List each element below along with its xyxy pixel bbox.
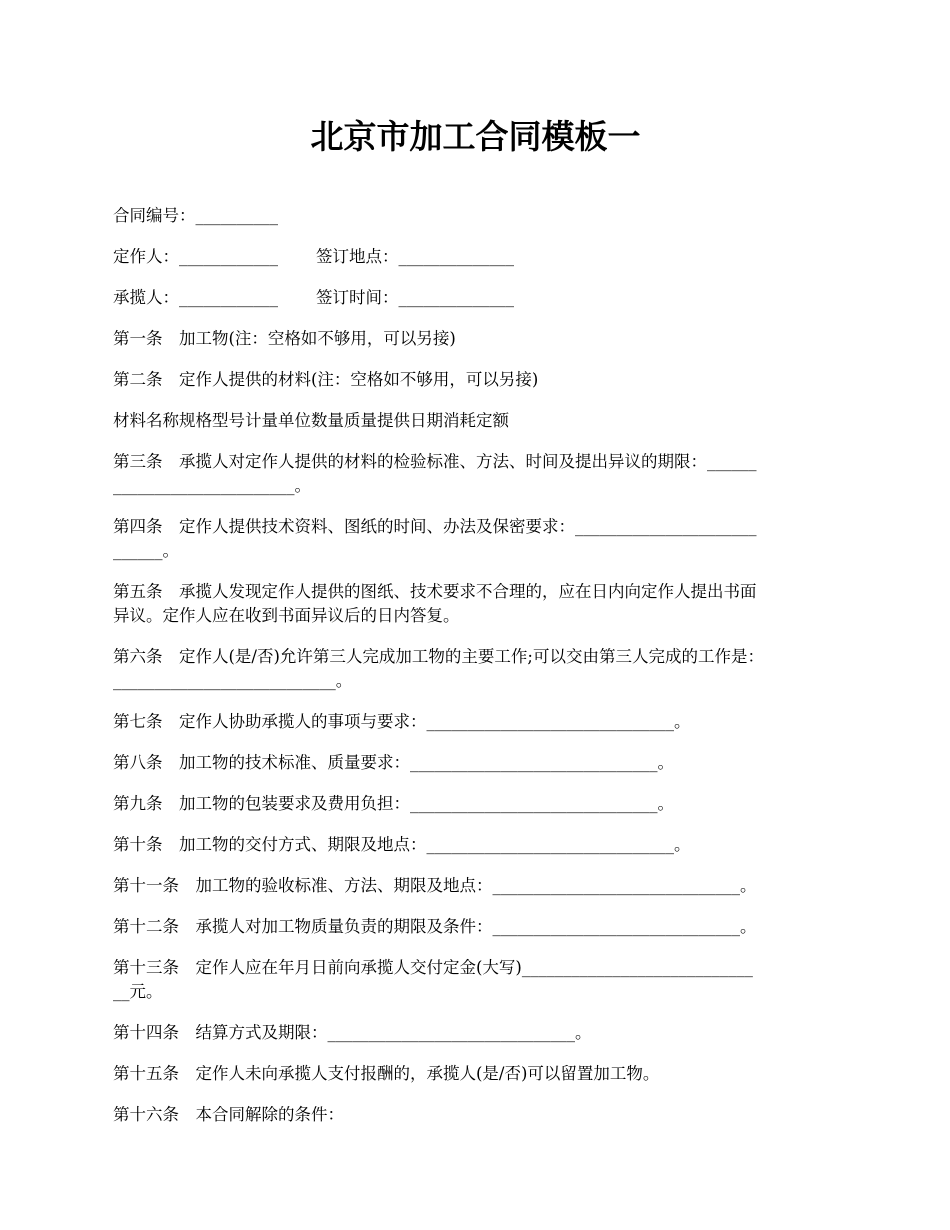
clause-11: 第十一条 加工物的验收标准、方法、期限及地点：______________________________。 <box>113 876 757 895</box>
document-title: 北京市加工合同模板一 <box>310 117 641 156</box>
party-a-field: 定作人：____________ <box>113 247 278 266</box>
clause-10: 第十条 加工物的交付方式、期限及地点：______________________________。 <box>113 835 691 854</box>
clause-16: 第十六条 本合同解除的条件： <box>113 1105 344 1124</box>
clause-7: 第七条 定作人协助承揽人的事项与要求：______________________________。 <box>113 712 691 731</box>
sign-place-field: 签订地点：______________ <box>316 247 514 266</box>
contract-number-line: 合同编号：__________ <box>113 206 278 225</box>
clause-5: 第五条 承揽人发现定作人提供的图纸、技术要求不合理的，应在日内向定作人提出书面 异议。定作人应在收到书面异议后的日内答复。 <box>113 582 757 625</box>
clause-15: 第十五条 定作人未向承揽人支付报酬的，承揽人(是/否)可以留置加工物。 <box>113 1064 660 1083</box>
clause-8: 第八条 加工物的技术标准、质量要求：______________________________。 <box>113 753 674 772</box>
party-b-row <box>113 286 838 310</box>
clause-2: 第二条 定作人提供的材料(注：空格如不够用，可以另接) <box>113 370 539 389</box>
material-table-header: 材料名称规格型号计量单位数量质量提供日期消耗定额 <box>113 411 509 430</box>
sign-time-field: 签订时间：______________ <box>316 288 514 307</box>
clause-12: 第十二条 承揽人对加工物质量负责的期限及条件：______________________________。 <box>113 917 757 936</box>
clause-6: 第六条 定作人(是/否)允许第三人完成加工物的主要工作;可以交由第三人完成的工作是： ___________________________。 <box>113 647 764 690</box>
clause-3: 第三条 承揽人对定作人提供的材料的检验标准、方法、时间及提出异议的期限：______ ______________________。 <box>113 452 757 495</box>
party-a-row <box>113 245 838 269</box>
clause-1: 第一条 加工物(注：空格如不够用，可以另接) <box>113 329 456 348</box>
clause-4: 第四条 定作人提供技术资料、图纸的时间、办法及保密要求：______________________ ______。 <box>113 517 757 560</box>
clause-13: 第十三条 定作人应在年月日前向承揽人交付定金(大写)____________________________ __元。 <box>113 958 753 1001</box>
clause-list <box>113 327 838 1127</box>
clause-9: 第九条 加工物的包装要求及费用负担：______________________________。 <box>113 794 674 813</box>
party-b-field: 承揽人：____________ <box>113 288 278 307</box>
clause-14: 第十四条 结算方式及期限：______________________________。 <box>113 1023 592 1042</box>
